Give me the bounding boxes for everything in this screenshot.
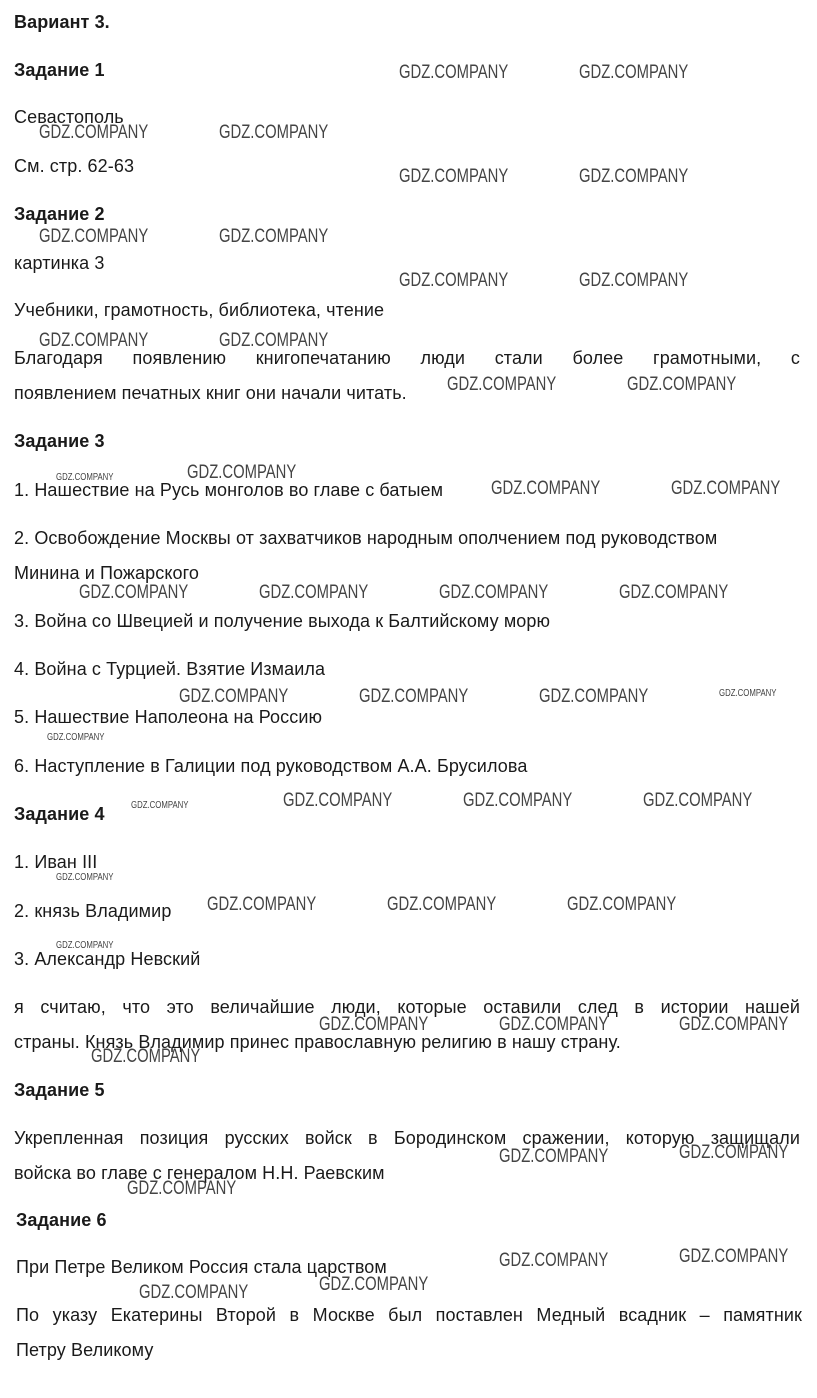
task3-item: 6. Наступление в Галиции под руководством А.А. Брусилова (14, 756, 528, 776)
task6-line: По указу Екатерины Второй в Москве был поставлен Медный всадник – памятник (16, 1305, 802, 1325)
watermark: GDZ.COMPANY (643, 790, 753, 811)
task2-paragraph-line: появлением печатных книг они начали читать. (14, 383, 407, 403)
watermark: GDZ.COMPANY (79, 582, 189, 603)
task4-paragraph-line: страны. Князь Владимир принес православную религию в нашу страну. (14, 1032, 621, 1052)
watermark: GDZ.COMPANY (579, 166, 689, 187)
watermark: GDZ.COMPANY (207, 894, 317, 915)
watermark: GDZ.COMPANY (619, 582, 729, 603)
watermark: GDZ.COMPANY (399, 62, 509, 83)
watermark: GDZ.COMPANY (679, 1246, 789, 1267)
watermark: GDZ.COMPANY (319, 1274, 429, 1295)
task3-item: 3. Война со Швецией и получение выхода к Балтийскому морю (14, 611, 551, 631)
watermark: GDZ.COMPANY (447, 374, 557, 395)
task6-title: Задание 6 (16, 1210, 107, 1230)
watermark: GDZ.COMPANY (399, 166, 509, 187)
task5-paragraph-line: Укрепленная позиция русских войск в Бородинском сражении, которую защищали (14, 1128, 800, 1148)
watermark: GDZ.COMPANY (56, 940, 114, 951)
watermark: GDZ.COMPANY (671, 478, 781, 499)
watermark: GDZ.COMPANY (259, 582, 369, 603)
watermark: GDZ.COMPANY (399, 270, 509, 291)
task4-item: 3. Александр Невский (14, 949, 201, 969)
watermark: GDZ.COMPANY (387, 894, 497, 915)
task3-item: 4. Война с Турцией. Взятие Измаила (14, 659, 326, 679)
watermark: GDZ.COMPANY (283, 790, 393, 811)
watermark: GDZ.COMPANY (463, 790, 573, 811)
watermark: GDZ.COMPANY (56, 872, 114, 883)
task4-paragraph-line: я считаю, что это величайшие люди, которые оставили след в истории нашей (14, 997, 800, 1017)
task3-item: 5. Нашествие Наполеона на Россию (14, 707, 323, 727)
watermark: GDZ.COMPANY (679, 1142, 789, 1163)
watermark: GDZ.COMPANY (539, 686, 649, 707)
task2-paragraph-line: Благодаря появлению книгопечатанию люди стали более грамотными, с (14, 348, 800, 368)
watermark: GDZ.COMPANY (131, 800, 189, 811)
task4-title: Задание 4 (14, 804, 105, 824)
task6-line: При Петре Великом Россия стала царством (16, 1257, 387, 1277)
watermark: GDZ.COMPANY (579, 62, 689, 83)
watermark: GDZ.COMPANY (719, 688, 777, 699)
watermark: GDZ.COMPANY (179, 686, 289, 707)
task6-line: Петру Великому (16, 1340, 154, 1360)
task3-title: Задание 3 (14, 431, 105, 451)
task1-line: См. стр. 62-63 (14, 156, 135, 176)
watermark: GDZ.COMPANY (499, 1146, 609, 1167)
watermark: GDZ.COMPANY (439, 582, 549, 603)
task3-item: 1. Нашествие на Русь монголов во главе с батыем (14, 480, 444, 500)
watermark: GDZ.COMPANY (39, 122, 149, 143)
task3-item: 2. Освобождение Москвы от захватчиков народным ополчением под руководством (14, 528, 718, 548)
watermark: GDZ.COMPANY (91, 1046, 201, 1067)
watermark: GDZ.COMPANY (499, 1014, 609, 1035)
watermark: GDZ.COMPANY (219, 122, 329, 143)
task5-title: Задание 5 (14, 1080, 105, 1100)
watermark: GDZ.COMPANY (56, 472, 114, 483)
watermark: GDZ.COMPANY (39, 226, 149, 247)
watermark: GDZ.COMPANY (187, 462, 297, 483)
watermark: GDZ.COMPANY (679, 1014, 789, 1035)
task1-title: Задание 1 (14, 60, 105, 80)
watermark: GDZ.COMPANY (219, 226, 329, 247)
task5-paragraph-line: войска во главе с генералом Н.Н. Раевским (14, 1163, 385, 1183)
task2-line: Учебники, грамотность, библиотека, чтение (14, 300, 385, 320)
watermark: GDZ.COMPANY (359, 686, 469, 707)
watermark: GDZ.COMPANY (47, 732, 105, 743)
variant-title: Вариант 3. (14, 12, 110, 32)
watermark: GDZ.COMPANY (627, 374, 737, 395)
watermark: GDZ.COMPANY (319, 1014, 429, 1035)
watermark: GDZ.COMPANY (139, 1282, 249, 1303)
watermark: GDZ.COMPANY (567, 894, 677, 915)
task3-item: Минина и Пожарского (14, 563, 200, 583)
watermark: GDZ.COMPANY (491, 478, 601, 499)
watermark: GDZ.COMPANY (579, 270, 689, 291)
watermark: GDZ.COMPANY (219, 330, 329, 351)
watermark: GDZ.COMPANY (39, 330, 149, 351)
task4-item: 1. Иван III (14, 852, 98, 872)
watermark: GDZ.COMPANY (127, 1178, 237, 1199)
task1-line: Севастополь (14, 107, 124, 127)
task2-line: картинка 3 (14, 253, 105, 273)
task2-title: Задание 2 (14, 204, 105, 224)
watermark: GDZ.COMPANY (499, 1250, 609, 1271)
task4-item: 2. князь Владимир (14, 901, 172, 921)
